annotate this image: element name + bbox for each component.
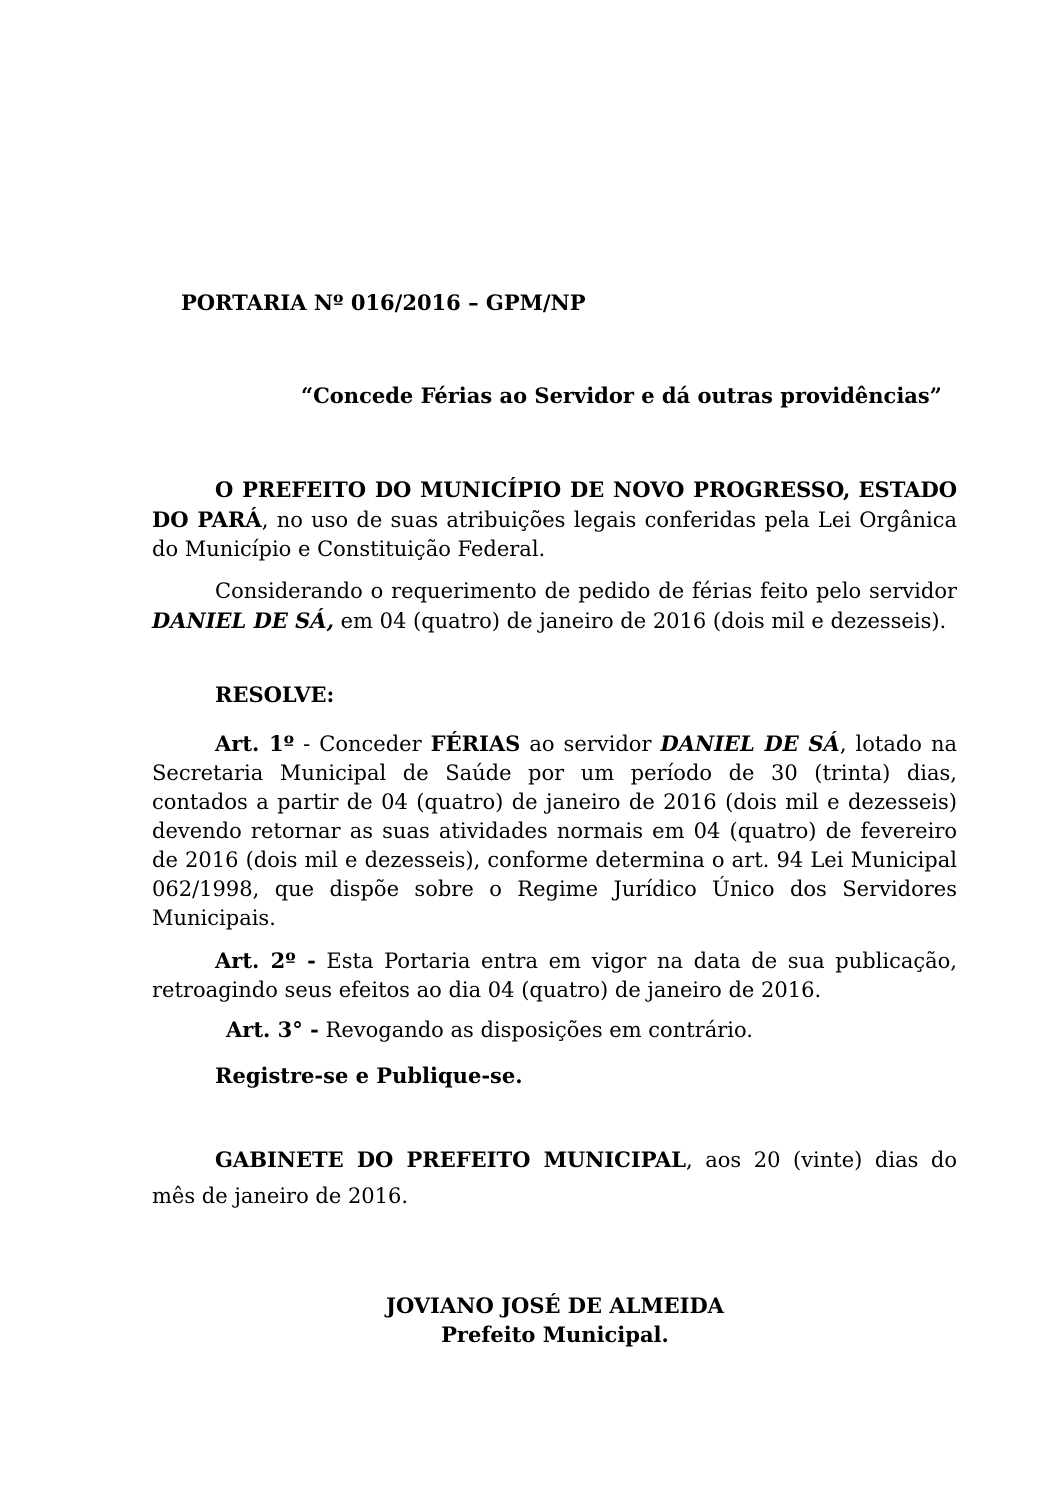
- art3-text: Revogando as disposições em contrário.: [318, 1018, 753, 1042]
- art1-ferias: FÉRIAS: [430, 731, 521, 756]
- signature-name: JOVIANO JOSÉ DE ALMEIDA: [386, 1293, 724, 1318]
- art1-text-1: - Conceder: [294, 732, 431, 756]
- servidor-name: DANIEL DE SÁ,: [152, 608, 334, 633]
- considerando-paragraph: [152, 577, 957, 636]
- art1-label: Art. 1º: [215, 731, 295, 756]
- gabinete-bold: GABINETE DO PREFEITO MUNICIPAL: [215, 1147, 687, 1172]
- preamble-bold-2: ESTADO DO PARÁ: [152, 477, 957, 532]
- art3-paragraph: [226, 1015, 753, 1045]
- preamble-bold-1: O PREFEITO DO MUNICÍPIO DE NOVO PROGRESSO,: [215, 477, 851, 502]
- preamble-paragraph: [152, 475, 957, 564]
- gabinete-paragraph: [152, 1142, 957, 1214]
- art2-label: Art. 2º -: [215, 948, 316, 973]
- considerando-text-1: Considerando o requerimento de pedido de férias feito pelo servidor: [215, 579, 957, 603]
- resolve-heading: RESOLVE:: [215, 682, 335, 707]
- art2-text: Esta Portaria entra em vigor na data de sua publicação, retroagindo seus efeitos ao dia 04 (quatro) de janeiro de 2016.: [152, 949, 957, 1002]
- art1-paragraph: [152, 729, 957, 933]
- preamble-text: , no uso de suas atribuições legais conferidas pela Lei Orgânica do Município e Constituição Federal.: [152, 508, 957, 561]
- art3-label: Art. 3° -: [226, 1017, 319, 1042]
- gabinete-text: , aos 20 (vinte) dias do mês de janeiro de 2016.: [152, 1148, 957, 1208]
- considerando-text-2: em 04 (quatro) de janeiro de 2016 (dois mil e dezesseis).: [333, 609, 947, 633]
- art1-servidor-name: DANIEL DE SÁ: [660, 731, 840, 756]
- ementa: “Concede Férias ao Servidor e dá outras providências”: [301, 383, 942, 408]
- signature-block: [380, 1291, 730, 1349]
- art1-text-2: ao servidor: [520, 732, 661, 756]
- art1-text-3: , lotado na Secretaria Municipal de Saúde por um período de 30 (trinta) dias, contados a partir de 04 (quatro) de janeiro de 2016 (dois mil e dezesseis) devendo retornar as suas atividades normais em 04 (quatro) de fevereiro de 2016 (dois mil e dezesseis), conforme determina o art. 94 Lei Municipal 062/1998, que dispõe sobre o Regime Jurídico Único dos Servidores Municipais.: [152, 732, 958, 930]
- art2-paragraph: [152, 946, 957, 1005]
- registre-line: Registre-se e Publique-se.: [215, 1063, 523, 1088]
- portaria-title: PORTARIA Nº 016/2016 – GPM/NP: [181, 290, 586, 315]
- signature-role: Prefeito Municipal.: [441, 1322, 669, 1347]
